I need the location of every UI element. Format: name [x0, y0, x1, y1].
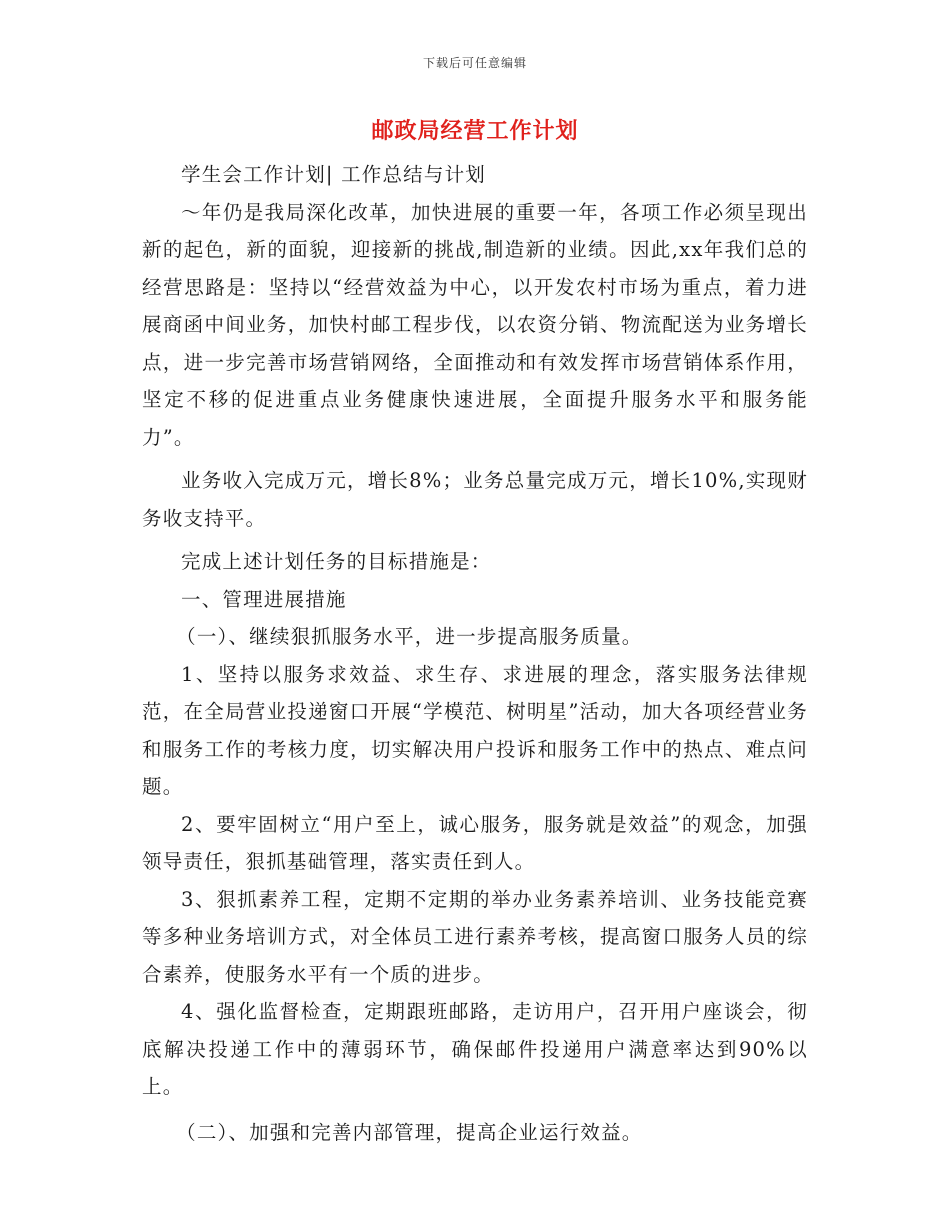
header-note: 下载后可任意编辑 — [422, 56, 527, 70]
list-item-1: 1、坚持以服务求效益、求生存、求进展的理念，落实服务法律规范，在全局营业投递窗口开展“学模范、树明星”活动，加大各项经营业务和服务工作的考核力度，切实解决用户投诉和服务工作中的热点、难点问题。 — [142, 662, 808, 798]
paragraph-subtitle: 学生会工作计划| 工作总结与计划 — [181, 163, 486, 186]
paragraph-measures-intro: 完成上述计划任务的目标措施是： — [181, 550, 492, 573]
section-heading-1: 一、管理进展措施 — [181, 587, 347, 611]
list-item-4: 4、强化监督检查，定期跟班邮路，走访用户，召开用户座谈会，彻底解决投递工作中的薄弱环节，确保邮件投递用户满意率达到90%以上。 — [142, 1000, 808, 1098]
paragraph-intro: ～年仍是我局深化改革，加快进展的重要一年，各项工作必须呈现出新的起色，新的面貌，迎接新的挑战,制造新的业绩。因此,xx年我们总的经营思路是：坚持以“经营效益为中心，以开发农村市场为重点，着力进展商函中间业务，加快村邮工程步伐，以农资分销、物流配送为业务增长点，进一步完善市场营销网络，全面推动和有效发挥市场营销体系作用，坚定不移的促进重点业务健康快速进展，全面提升服务水平和服务能力”。 — [142, 200, 808, 449]
subsection-heading-2: （二）、加强和完善内部管理，提高企业运行效益。 — [176, 1120, 643, 1144]
paragraph-targets: 业务收入完成万元，增长8%；业务总量完成万元，增长10%,实现财务收支持平。 — [142, 469, 808, 530]
list-item-3: 3、狠抓素养工程，定期不定期的举办业务素养培训、业务技能竞赛等多种业务培训方式，对全体员工进行素养考核，提高窗口服务人员的综合素养，使服务水平有一个质的进步。 — [142, 887, 808, 986]
subsection-heading-1: （一）、继续狠抓服务水平，进一步提高服务质量。 — [176, 625, 643, 648]
document-body — [142, 156, 808, 1151]
list-item-2: 2、要牢固树立“用户至上，诚心服务，服务就是效益”的观念，加强领导责任，狠抓基础管理，落实责任到人。 — [142, 812, 808, 873]
document-title: 邮政局经营工作计划 — [371, 118, 579, 144]
